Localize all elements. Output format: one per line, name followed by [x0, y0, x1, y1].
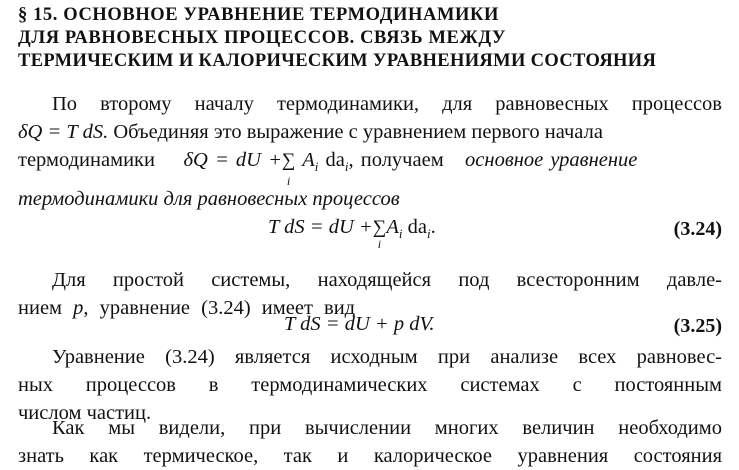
p3-line-3: числом частиц. — [18, 402, 152, 424]
term-basic-equation: основное уравнение — [465, 149, 638, 171]
heading-line-1: § 15. ОСНОВНОЕ УРАВНЕНИЕ ТЕРМОДИНАМИКИ — [18, 5, 500, 25]
p4-line-2: знать как термическое, так и калорическое уравнения состояния — [18, 445, 722, 467]
sum-symbol: ∑ i — [372, 217, 387, 251]
equation-number-3-24: (3.24) — [673, 218, 722, 240]
p1-line-4: термодинамики для равновесных процессов — [18, 188, 400, 211]
heading-line-3: ТЕРМИЧЕСКИМ И КАЛОРИЧЕСКИМ УРАВНЕНИЯМИ СОСТОЯНИЯ — [18, 51, 657, 71]
equation-3-24: T dS = dU +∑ i $A_i$ $da_i$. — [268, 216, 436, 251]
sum-symbol: ∑ i — [281, 150, 296, 188]
p1-line-3: термодинамики δQ = dU +∑ i $A_i$ $da_i$, получаем основное уравнение — [18, 149, 638, 188]
p1-line-2: δQ = T dS. Объединяя это выражение с уравнением первого начала — [18, 121, 603, 143]
heading-line-2: ДЛЯ РАВНОВЕСНЫХ ПРОЦЕССОВ. СВЯЗЬ МЕЖДУ — [18, 28, 507, 48]
p2-line-2: нием p, уравнение (3.24) имеет вид — [18, 297, 356, 319]
p3-line-2: ных процессов в термодинамических системах с постоянным — [18, 374, 722, 396]
paragraph-second-law — [18, 90, 722, 213]
formula-dq-tds: δQ = T dS. — [18, 121, 109, 143]
p2-line-1: Для простой системы, находящейся под всесторонним давле- — [52, 269, 722, 291]
formula-first-law: δQ = dU +∑ i $A_i$ $da_i$ — [183, 149, 349, 188]
paragraph-state-equations — [18, 414, 722, 470]
equation-3-25: T dS = dU + p dV. — [284, 313, 435, 335]
p4-line-1: Как мы видели, при вычислении многих величин необходимо — [52, 417, 722, 439]
p3-line-1: Уравнение (3.24) является исходным при анализе всех равновес- — [52, 346, 722, 368]
section-heading — [18, 4, 728, 73]
equation-number-3-25: (3.25) — [673, 315, 722, 337]
p1-line-1: По второму началу термодинамики, для равновесных процессов — [52, 93, 722, 115]
